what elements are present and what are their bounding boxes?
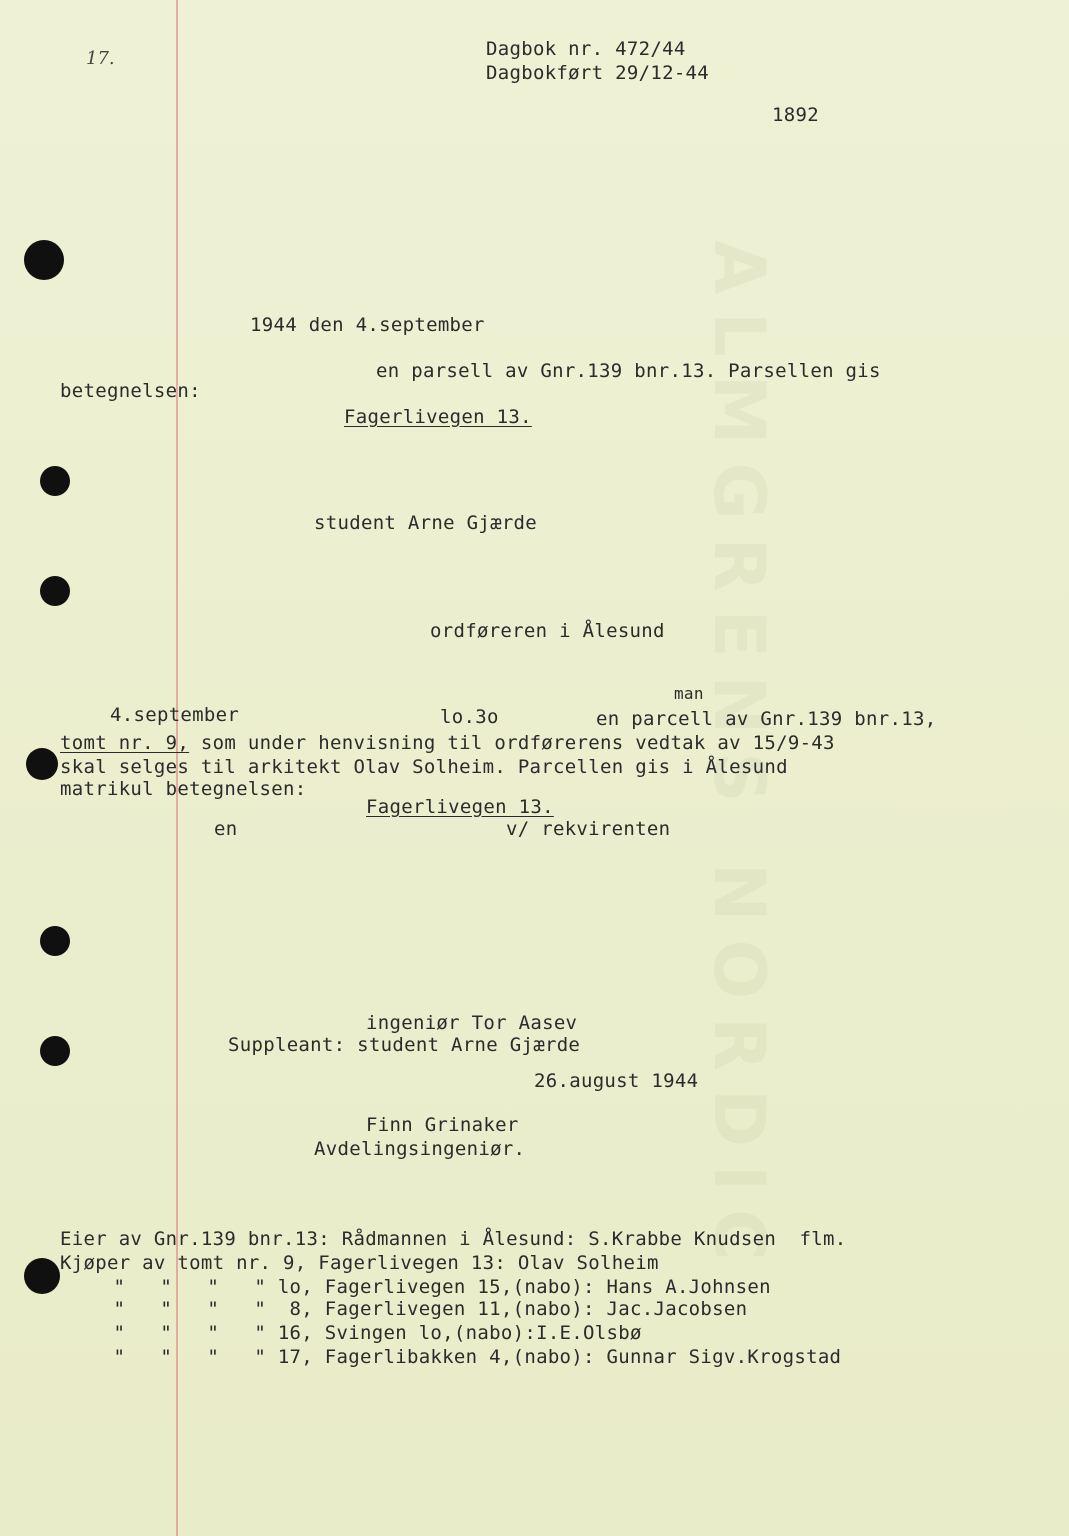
punch-hole — [24, 1258, 60, 1294]
date-line: 1944 den 4.september — [250, 314, 485, 336]
owner-line: " " " " 17, Fagerlibakken 4,(nabo): Gunnar Sigv.Krogstad — [90, 1346, 842, 1368]
student-line: student Arne Gjærde — [314, 512, 538, 534]
address-1: Fagerlivegen 13. — [344, 406, 532, 428]
selges-line: skal selges til arkitekt Olav Solheim. Parcellen gis i Ålesund — [60, 756, 788, 778]
punch-hole — [40, 1036, 70, 1066]
time-value: lo.3o — [440, 706, 499, 728]
ordforeren-line: ordføreren i Ålesund — [430, 620, 665, 642]
signer-title: Avdelingsingeniør. — [314, 1138, 526, 1160]
address-2: Fagerlivegen 13. — [366, 796, 554, 818]
suppleant-line: Suppleant: student Arne Gjærde — [228, 1034, 581, 1056]
september-date: 4.september — [110, 704, 240, 726]
owner-line: Kjøper av tomt nr. 9, Fagerlivegen 13: Olav Solheim — [60, 1252, 659, 1274]
punch-hole — [26, 748, 58, 780]
henvisning-text: som under henvisning til ordførerens vedtak av 15/9-43 — [189, 732, 835, 754]
ingenior-line: ingeniør Tor Aasev — [366, 1012, 578, 1034]
tomt-number: tomt nr. 9, — [60, 732, 190, 754]
punch-hole — [24, 240, 64, 280]
tomt-line — [60, 732, 835, 754]
man-note: man — [674, 684, 704, 703]
owner-line: " " " " 16, Svingen lo,(nabo):I.E.Olsbø — [90, 1322, 642, 1344]
rekvirenten-line: v/ rekvirenten — [506, 818, 671, 840]
en-word: en — [214, 818, 238, 840]
page-mark: 17. — [86, 48, 115, 69]
owner-line: " " " " lo, Fagerlivegen 15,(nabo): Hans A.Johnsen — [90, 1276, 771, 1298]
owner-line: Eier av Gnr.139 bnr.13: Rådmannen i Ålesund: S.Krabbe Knudsen flm. — [60, 1228, 847, 1250]
punch-hole — [40, 466, 70, 496]
matrikul-line: matrikul betegnelsen: — [60, 778, 307, 800]
parsell-line: en parsell av Gnr.139 bnr.13. Parsellen gis — [376, 360, 881, 382]
punch-hole — [40, 926, 70, 956]
parcell-line: en parcell av Gnr.139 bnr.13, — [596, 708, 937, 730]
dagbok-number: Dagbok nr. 472/44 — [486, 38, 686, 60]
watermark: ALMGRENS NORDIC — [698, 240, 780, 1279]
punch-hole — [40, 576, 70, 606]
folio-number: 1892 — [772, 104, 819, 126]
owner-line: " " " " 8, Fagerlivegen 11,(nabo): Jac.Jacobsen — [90, 1298, 748, 1320]
signer-name: Finn Grinaker — [366, 1114, 519, 1136]
signature-date: 26.august 1944 — [534, 1070, 699, 1092]
betegnelsen-label: betegnelsen: — [60, 380, 201, 402]
dagbokfort-date: Dagbokført 29/12-44 — [486, 62, 710, 84]
